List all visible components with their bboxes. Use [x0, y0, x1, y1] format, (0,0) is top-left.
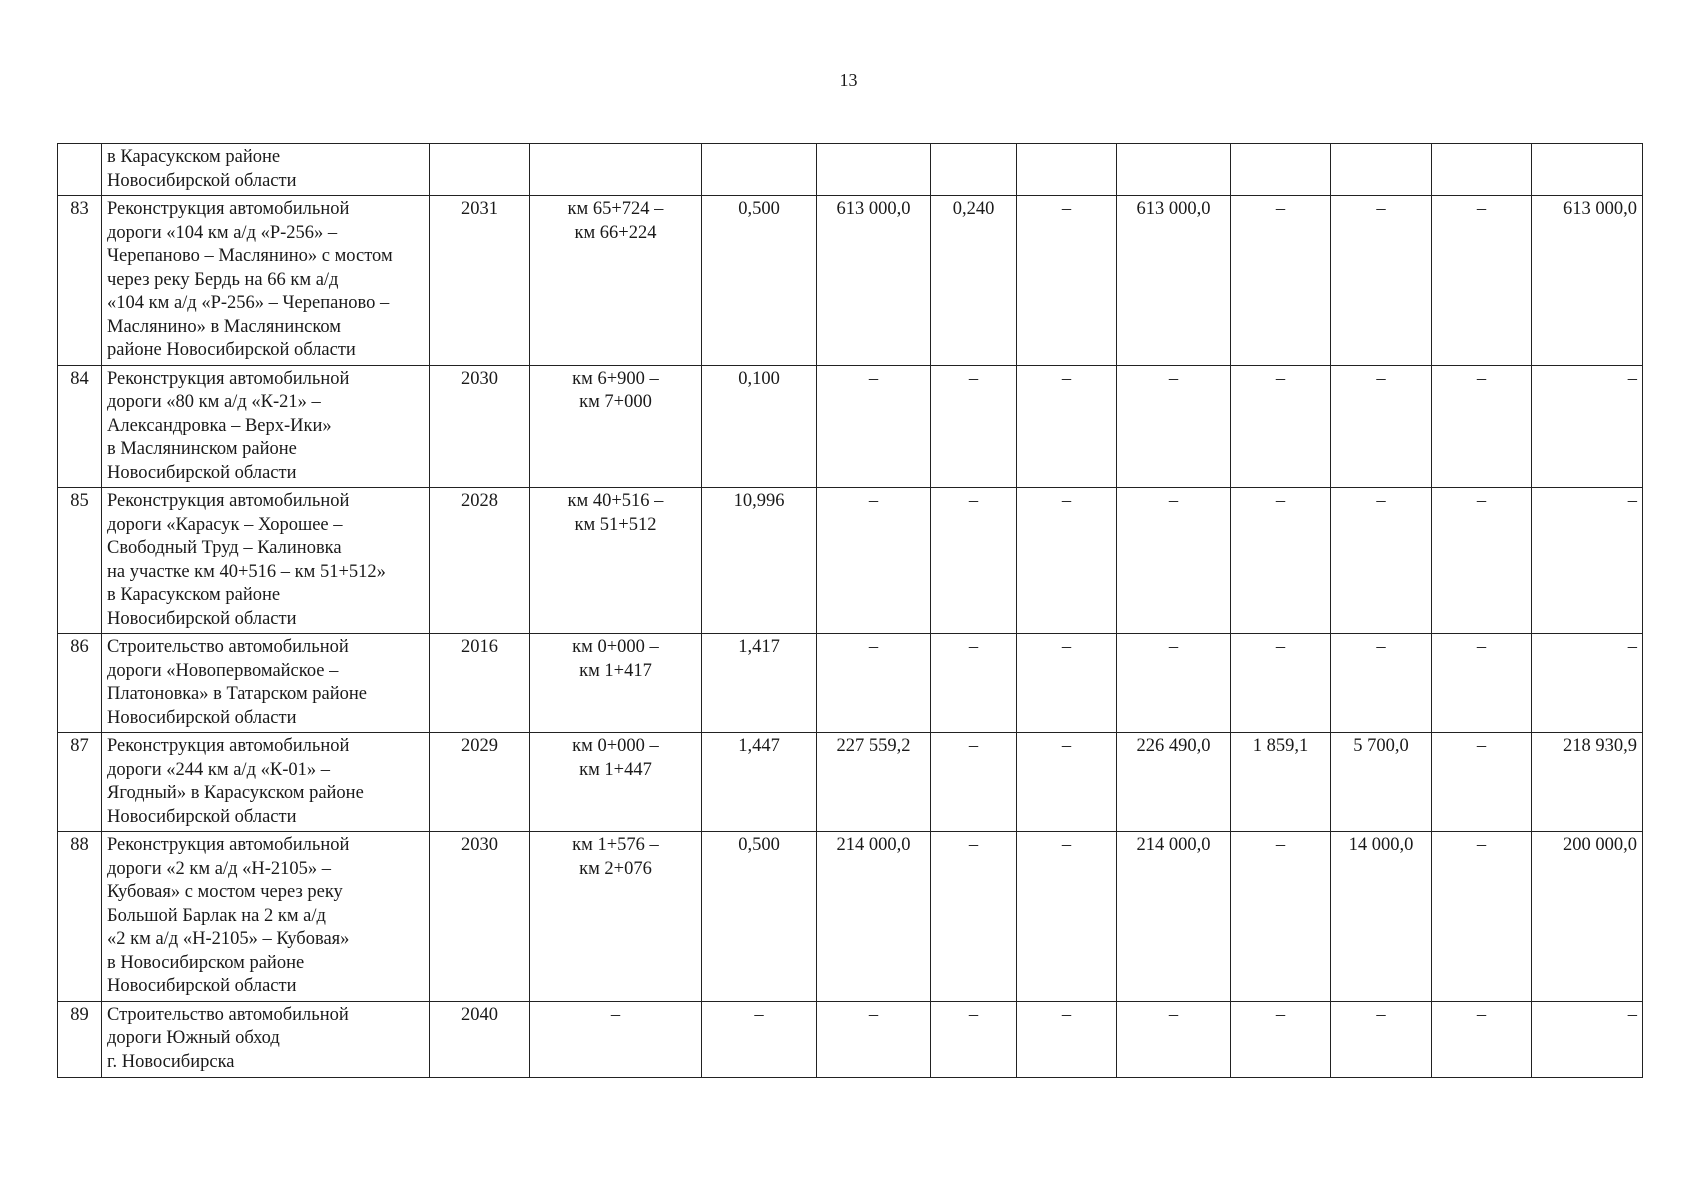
- year-cell: 2031: [430, 196, 530, 366]
- project-name-cell-line: через реку Бердь на 66 км а/д: [107, 269, 339, 290]
- row-number-cell: 84: [58, 365, 102, 488]
- value-cell-6: –: [931, 365, 1017, 488]
- year-cell: 2040: [430, 1001, 530, 1077]
- length-cell: 0,100: [702, 365, 817, 488]
- row-number-cell: 88: [58, 832, 102, 1002]
- value-cell-10: –: [1331, 365, 1432, 488]
- value-cell-5: –: [817, 488, 931, 634]
- value-cell-5: 227 559,2: [817, 733, 931, 832]
- project-name-cell-line: Новосибирской области: [107, 707, 297, 728]
- year-cell: 2029: [430, 733, 530, 832]
- project-name-cell-line: Реконструкция автомобильной: [107, 368, 350, 389]
- year-cell: 2016: [430, 634, 530, 733]
- project-name-cell: [102, 144, 430, 196]
- project-name-cell-line: на участке км 40+516 – км 51+512»: [107, 561, 386, 582]
- value-cell-8: –: [1117, 365, 1231, 488]
- value-cell-8: 613 000,0: [1117, 196, 1231, 366]
- value-cell-5: –: [817, 365, 931, 488]
- value-cell-6: –: [931, 733, 1017, 832]
- project-name-cell-line: Новосибирской области: [107, 976, 297, 996]
- page-number: 13: [839, 70, 858, 90]
- row-number-cell: [58, 144, 102, 196]
- value-cell-11: –: [1432, 634, 1532, 733]
- value-cell-8: [1117, 144, 1231, 196]
- value-cell-12: [1532, 144, 1643, 196]
- project-name-cell: [102, 196, 430, 366]
- value-cell-7: –: [1017, 733, 1117, 832]
- project-name-cell: [102, 634, 430, 733]
- year-cell: [430, 144, 530, 196]
- project-name-cell: [102, 365, 430, 488]
- km-range-cell-line: км 7+000: [579, 392, 652, 412]
- value-cell-10: [1331, 144, 1432, 196]
- value-cell-10: –: [1331, 196, 1432, 366]
- value-cell-10: 5 700,0: [1331, 733, 1432, 832]
- value-cell-11: –: [1432, 196, 1532, 366]
- project-name-cell-line: Большой Барлак на 2 км а/д: [107, 905, 326, 926]
- length-cell: [702, 144, 817, 196]
- row-number-cell: 85: [58, 488, 102, 634]
- project-name-cell-line: Новосибирской области: [107, 462, 297, 483]
- project-name-cell: [102, 1001, 430, 1077]
- table-body: [58, 144, 1643, 1078]
- length-cell: 1,417: [702, 634, 817, 733]
- road-projects-table: [57, 143, 1643, 1078]
- project-name-cell-line: Строительство автомобильной: [107, 637, 349, 657]
- project-name-cell: [102, 488, 430, 634]
- length-cell: 0,500: [702, 832, 817, 1002]
- value-cell-9: –: [1231, 196, 1331, 366]
- value-cell-7: –: [1017, 634, 1117, 733]
- km-range-cell-line: км 2+076: [579, 858, 652, 879]
- value-cell-10: 14 000,0: [1331, 832, 1432, 1002]
- table-row: [58, 832, 1643, 1002]
- value-cell-12: –: [1532, 488, 1643, 634]
- value-cell-5: 214 000,0: [817, 832, 931, 1002]
- value-cell-12: –: [1532, 365, 1643, 488]
- value-cell-5: [817, 144, 931, 196]
- table-row: [58, 488, 1643, 634]
- length-cell: 0,500: [702, 196, 817, 366]
- project-name-cell-line: Реконструкция автомобильной: [107, 491, 350, 511]
- value-cell-6: –: [931, 832, 1017, 1002]
- km-range-cell-line: км 1+576 –: [572, 835, 659, 855]
- project-name-cell-line: Маслянино» в Маслянинском: [107, 316, 341, 337]
- value-cell-6: –: [931, 634, 1017, 733]
- km-range-cell: [530, 196, 702, 366]
- project-name-cell-line: «2 км а/д «Н-2105» – Кубовая»: [107, 929, 350, 949]
- project-name-cell-line: в Карасукском районе: [107, 147, 281, 167]
- project-name-cell-line: в Новосибирском районе: [107, 952, 305, 973]
- project-name-cell-line: Черепаново – Маслянино» с мостом: [107, 246, 393, 266]
- row-number-cell: 89: [58, 1001, 102, 1077]
- value-cell-11: –: [1432, 832, 1532, 1002]
- project-name-cell-line: Реконструкция автомобильной: [107, 199, 350, 219]
- project-name-cell-line: Ягодный» в Карасукском районе: [107, 783, 364, 803]
- value-cell-9: –: [1231, 832, 1331, 1002]
- value-cell-6: 0,240: [931, 196, 1017, 366]
- value-cell-10: –: [1331, 1001, 1432, 1077]
- table-row: [58, 733, 1643, 832]
- value-cell-8: 226 490,0: [1117, 733, 1231, 832]
- value-cell-12: 200 000,0: [1532, 832, 1643, 1002]
- value-cell-11: –: [1432, 1001, 1532, 1077]
- value-cell-12: –: [1532, 634, 1643, 733]
- value-cell-5: –: [817, 634, 931, 733]
- value-cell-9: –: [1231, 488, 1331, 634]
- value-cell-12: –: [1532, 1001, 1643, 1077]
- project-name-cell-line: г. Новосибирска: [107, 1051, 235, 1072]
- km-range-cell-line: км 0+000 –: [572, 637, 659, 657]
- km-range-cell: [530, 634, 702, 733]
- project-name-cell-line: Платоновка» в Татарском районе: [107, 684, 368, 704]
- table-row: [58, 365, 1643, 488]
- value-cell-9: [1231, 144, 1331, 196]
- value-cell-6: [931, 144, 1017, 196]
- project-name-cell-line: в Маслянинском районе: [107, 439, 297, 459]
- value-cell-5: –: [817, 1001, 931, 1077]
- project-name-cell-line: дороги «Карасук – Хорошее –: [107, 514, 343, 535]
- km-range-cell-line: км 65+724 –: [567, 199, 664, 219]
- km-range-cell-line: км 1+447: [579, 759, 652, 780]
- km-range-cell-line: км 1+417: [579, 660, 652, 681]
- row-number-cell: 86: [58, 634, 102, 733]
- value-cell-10: –: [1331, 488, 1432, 634]
- value-cell-11: –: [1432, 488, 1532, 634]
- value-cell-6: –: [931, 1001, 1017, 1077]
- length-cell: –: [702, 1001, 817, 1077]
- table-row: [58, 196, 1643, 366]
- km-range-cell: [530, 365, 702, 488]
- km-range-cell: [530, 488, 702, 634]
- value-cell-11: –: [1432, 365, 1532, 488]
- table-row: [58, 144, 1643, 196]
- value-cell-8: 214 000,0: [1117, 832, 1231, 1002]
- project-name-cell-line: Новосибирской области: [107, 170, 297, 191]
- km-range-cell-line: –: [610, 1004, 621, 1025]
- project-name-cell: [102, 733, 430, 832]
- value-cell-5: 613 000,0: [817, 196, 931, 366]
- value-cell-7: –: [1017, 488, 1117, 634]
- year-cell: 2030: [430, 365, 530, 488]
- row-number-cell: 87: [58, 733, 102, 832]
- project-name-cell-line: дороги «2 км а/д «Н-2105» –: [107, 858, 332, 879]
- length-cell: 10,996: [702, 488, 817, 634]
- project-name-cell-line: дороги Южный обход: [107, 1028, 280, 1048]
- project-name-cell-line: районе Новосибирской области: [107, 340, 356, 360]
- year-cell: 2028: [430, 488, 530, 634]
- value-cell-8: –: [1117, 1001, 1231, 1077]
- value-cell-7: [1017, 144, 1117, 196]
- project-name-cell-line: Реконструкция автомобильной: [107, 736, 350, 756]
- row-number-cell: 83: [58, 196, 102, 366]
- km-range-cell-line: км 51+512: [574, 514, 657, 535]
- project-name-cell-line: дороги «Новопервомайское –: [107, 660, 339, 681]
- project-name-cell-line: дороги «104 км а/д «Р-256» –: [107, 222, 338, 243]
- project-name-cell-line: Александровка – Верх-Ики»: [107, 415, 332, 436]
- value-cell-9: –: [1231, 634, 1331, 733]
- km-range-cell: [530, 733, 702, 832]
- value-cell-7: –: [1017, 1001, 1117, 1077]
- value-cell-11: –: [1432, 733, 1532, 832]
- project-name-cell-line: Кубовая» с мостом через реку: [107, 882, 343, 902]
- km-range-cell-line: км 40+516 –: [567, 491, 664, 511]
- value-cell-11: [1432, 144, 1532, 196]
- km-range-cell-line: км 66+224: [574, 222, 657, 243]
- project-name-cell: [102, 832, 430, 1002]
- value-cell-10: –: [1331, 634, 1432, 733]
- project-name-cell-line: дороги «244 км а/д «К-01» –: [107, 759, 330, 780]
- length-cell: 1,447: [702, 733, 817, 832]
- project-name-cell-line: Новосибирской области: [107, 608, 297, 629]
- project-name-cell-line: Реконструкция автомобильной: [107, 835, 350, 855]
- table-row: [58, 634, 1643, 733]
- project-name-cell-line: дороги «80 км а/д «К-21» –: [107, 392, 321, 412]
- value-cell-7: –: [1017, 196, 1117, 366]
- value-cell-12: 613 000,0: [1532, 196, 1643, 366]
- value-cell-12: 218 930,9: [1532, 733, 1643, 832]
- value-cell-7: –: [1017, 832, 1117, 1002]
- project-name-cell-line: «104 км а/д «Р-256» – Черепаново –: [107, 293, 390, 313]
- value-cell-6: –: [931, 488, 1017, 634]
- value-cell-8: –: [1117, 488, 1231, 634]
- km-range-cell: [530, 1001, 702, 1077]
- km-range-cell: [530, 832, 702, 1002]
- value-cell-9: 1 859,1: [1231, 733, 1331, 832]
- project-name-cell-line: Строительство автомобильной: [107, 1004, 349, 1025]
- year-cell: 2030: [430, 832, 530, 1002]
- km-range-cell: [530, 144, 702, 196]
- value-cell-8: –: [1117, 634, 1231, 733]
- project-name-cell-line: Свободный Труд – Калиновка: [107, 538, 342, 558]
- project-name-cell-line: Новосибирской области: [107, 806, 297, 827]
- project-name-cell-line: в Карасукском районе: [107, 585, 281, 605]
- km-range-cell-line: км 0+000 –: [572, 736, 659, 756]
- km-range-cell-line: км 6+900 –: [572, 368, 659, 389]
- table-row: [58, 1001, 1643, 1077]
- value-cell-9: –: [1231, 365, 1331, 488]
- value-cell-9: –: [1231, 1001, 1331, 1077]
- value-cell-7: –: [1017, 365, 1117, 488]
